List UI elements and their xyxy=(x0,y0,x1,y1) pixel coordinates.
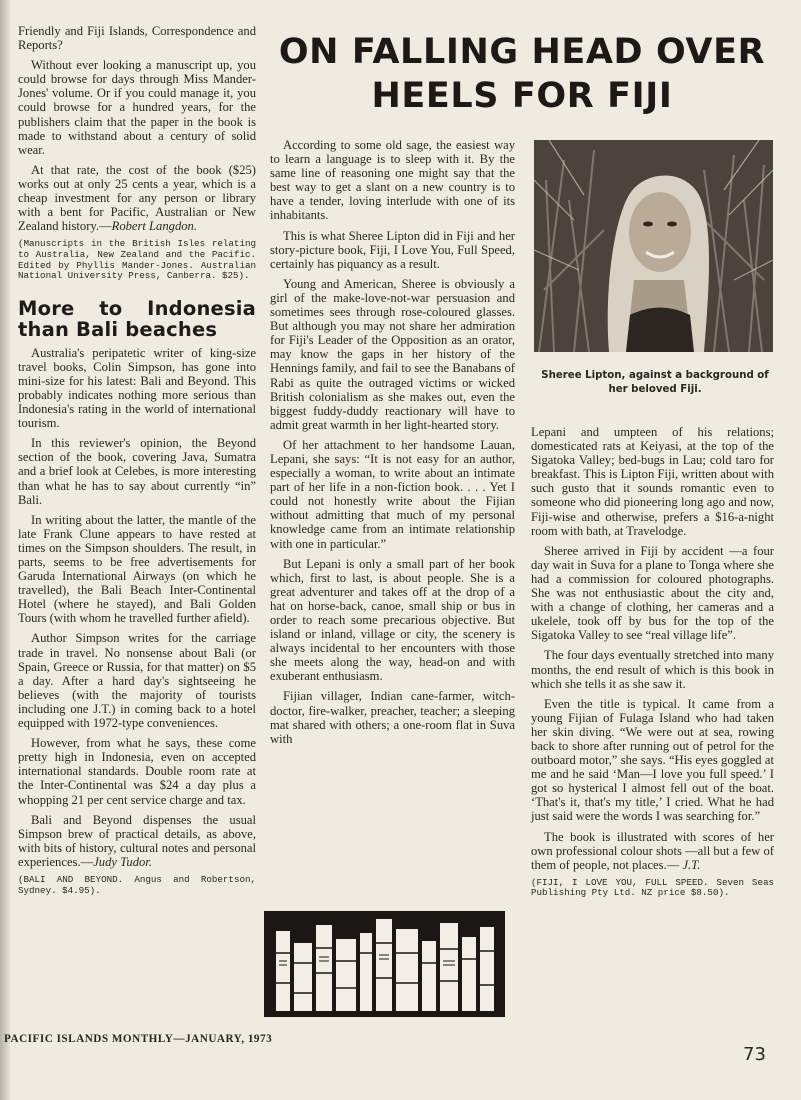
book-credit: (FIJI, I LOVE YOU, FULL SPEED. Seven Seas Publishing Pty Ltd. NZ price $8.50). xyxy=(531,876,774,899)
right-paragraph: Sheree arrived in Fiji by accident —a four day wait in Suva for a plane to Tonga where she had a commission for coloured photographs. She was not enthusiastic about the city and, with a change of clothing, her cameras and a ukelele, took off by bus for the top of the Sigatoka Valley to see “real village life”. xyxy=(531,543,774,643)
book-credit: (BALI AND BEYOND. Angus and Robertson, Sydney. $4.95). xyxy=(18,873,256,896)
book-credit: (Manuscripts in the British Isles relating to Australia, New Zealand and the Pacific. Edited by Phyllis Mander-Jones. Australian National University Press, Canberra. $25). xyxy=(18,238,256,282)
middle-column xyxy=(270,138,515,752)
mid-paragraph: Fijian villager, Indian cane-farmer, witch-doctor, fire-walker, preacher, teacher; a sleeping mat shared with others; a one-room flat in Suva with xyxy=(270,689,515,746)
left-paragraph: Author Simpson writes for the carriage trade in travel. No nonsense about Bali (or Spain, Greece or Russia, for that matter) on $5 a day. After a hard day's sightseeing he believes (with the majority of tourists including one J.T.) in coming back to a hotel equipped with 1972-type conveniences. xyxy=(18,631,256,731)
section-headline: More to Indonesia than Bali beaches xyxy=(18,296,256,341)
review-byline: J.T. xyxy=(682,857,701,872)
decorative-graphic xyxy=(264,911,505,1017)
left-paragraph: Without ever looking a manuscript up, you could browse for days through Miss Mander-Jones' volume. Or if you could manage it, you could browse for a hundred years, for the publishers claim that the paper in the book is made to withstand about a century of solid wear. xyxy=(18,58,256,157)
left-paragraph: In writing about the latter, the mantle of the late Frank Clune appears to have rested at times on the Simpson shoulders. The result, in parts, seems to be free advertisements for Garuda International Airways (on which he travelled), the Bali Beach Inter-Continental Hotel (where he stayed), and Bali Golden Tours (with whom he travelled further afield). xyxy=(18,512,256,626)
left-paragraph xyxy=(18,813,256,869)
mid-paragraph: Of her attachment to her handsome Lauan, Lepani, she says: “It is not easy for an author, especially a woman, to write about an intimate part of her life in a non-fiction book. . . . Yet I could not honestly write about the Fijian without admitting that much of my personal knowledge came from an intimate relationship with one in particular.” xyxy=(270,437,515,551)
left-paragraph: Friendly and Fiji Islands, Correspondence and Reports? xyxy=(18,24,256,53)
right-column xyxy=(531,425,774,915)
mid-paragraph: Young and American, Sheree is obviously a girl of the make-love-not-war persuasion and sometimes sees through rose-coloured glasses. But although you may not share her admiration for Fiji's Leader of the Opposition as an orator, may know the gaps in her history of the Hennings family, and fail to see the Banabans of Rabi as quite the outraged victims or wicked British colonialism as she makes out, even the biggest fuddy-duddy reactionary will have to admit great warmth in her light-hearted story. xyxy=(270,276,515,432)
review-byline: Robert Langdon. xyxy=(111,219,197,234)
photo-caption: Sheree Lipton, against a background of her beloved Fiji. xyxy=(541,370,769,395)
left-paragraph: In this reviewer's opinion, the Beyond section of the book, covering Java, Sumatra and a brief look at Celebes, is more interesting than what he has to say about currently “in” Bali. xyxy=(18,436,256,507)
review-byline: Judy Tudor. xyxy=(93,854,152,869)
left-paragraph: Australia's peripatetic writer of king-size travel books, Colin Simpson, has gone into mini-size for his latest: Bali and Beyond. This probably indicates nothing more serious than Indonesia's rating in the world of international tourism. xyxy=(18,345,256,431)
binding-shadow xyxy=(0,0,10,1100)
paragraph-text: At that rate, the cost of the book ($25) works out at only 25 cents a year, which is a cheap investment for any person or library with a bent for Pacific, Australian or New Zealand history.— xyxy=(18,162,256,234)
right-paragraph: Even the title is typical. It came from a young Fijian of Fulaga Island who had taken her skin diving. “We were out at sea, rowing back to shore after running out of petrol for the outboard motor,” she says. “His eyes goggled at me and he said ‘Man—I love you full speed.’ I got so hysterical I almost fell out of the boat. ‘That's it, that's my title,’ I cried. What he had just said were the words I was searching for.” xyxy=(531,696,774,824)
right-paragraph: The four days eventually stretched into many months, the end result of which is this book in which she tells it as she saw it. xyxy=(531,648,774,691)
paragraph-text: Bali and Beyond dispenses the usual Simpson brew of practical details, as above, with bits of history, cultural notes and personal experiences.— xyxy=(18,812,256,869)
right-paragraph: Lepani and umpteen of his relations; domesticated rats at Keiyasi, at the top of the Sigatoka Valley; bed-bugs in Lau; cold taro for breakfast. This is Lipton Fiji, written about with such gusto that it sounds romantic even to someone who did pioneering long ago and now, Fiji-wise and otherwise, prefers a $16-a-night room with bath, at Travelodge. xyxy=(531,425,774,538)
page-number: 73 xyxy=(743,1044,766,1065)
left-paragraph: However, from what he says, these come pretty high in Indonesia, even on accepted international standards. Double room rate at the Inter-Continental was $24 a day plus a whopping 21 per cent service charge and tax. xyxy=(18,736,256,807)
paragraph-text: The book is illustrated with scores of her own professional colour shots —all but a few of them of people, not places.— xyxy=(531,829,774,872)
article-headline: ON FALLING HEAD OVER HEELS FOR FIJI xyxy=(278,32,766,116)
mid-paragraph: This is what Sheree Lipton did in Fiji and her story-picture book, Fiji, I Love You, Full Speed, certainly has piquancy as a result. xyxy=(270,228,515,271)
mid-paragraph: But Lepani is only a small part of her book which, first to last, is about people. She is a great adventurer and takes off at the drop of a hat on horse-back, canoe, small ship or bus in order to reach some precarious objective. But island or inland, village or city, the scenery is always incidental to her encounters with those she meets along the way, head-on and with exuberant enthusiasm. xyxy=(270,556,515,684)
mid-paragraph: According to some old sage, the easiest way to learn a language is to sleep with it. By the same line of reasoning one might say that the best way to get a slant on a new country is to have a tender, loving interlude with one of its inhabitants. xyxy=(270,138,515,223)
portrait-photo xyxy=(534,140,773,352)
footer-publication-line: PACIFIC ISLANDS MONTHLY—JANUARY, 1973 xyxy=(4,1033,273,1045)
right-paragraph xyxy=(531,830,774,872)
left-column xyxy=(18,24,256,912)
left-paragraph xyxy=(18,163,256,233)
